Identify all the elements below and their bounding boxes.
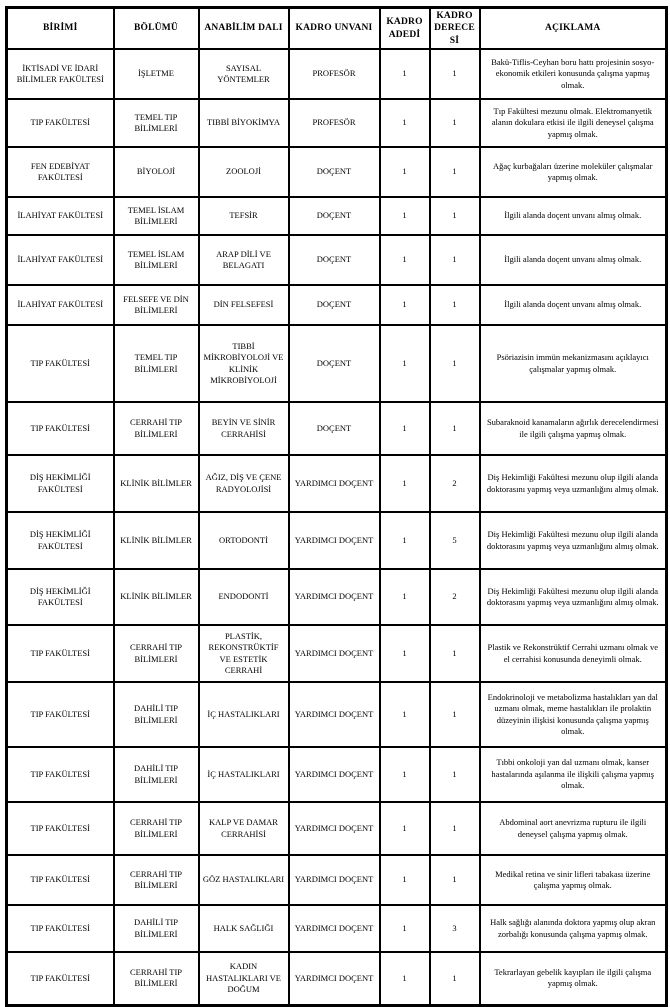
cell-derece: 1 [430,235,480,285]
cell-bolumu: DAHİLİ TIP BİLİMLERİ [114,747,199,802]
cell-anabilim: TIBBİ MİKROBİYOLOJİ VE KLİNİK MİKROBİYOLOJİ [199,325,289,402]
header-anabilim-dali: ANABİLİM DALI [199,8,289,50]
cell-derece: 1 [430,99,480,147]
cell-derece: 1 [430,855,480,905]
cell-derece: 3 [430,905,480,952]
cell-birimi: İLAHİYAT FAKÜLTESİ [7,285,114,325]
table-row [7,325,667,402]
header-birimi: BİRİMİ [7,8,114,50]
cell-bolumu: CERRAHİ TIP BİLİMLERİ [114,402,199,455]
cell-adet: 1 [380,625,430,682]
cell-aciklama: Endokrinoloji ve metabolizma hastalıkları yan dal uzmanı olmak, meme hastalıkları ile prolaktin düzeyinin ilişkisi konusunda çalışma yapmış olmak. [480,682,667,747]
cell-anabilim: HALK SAĞLIĞI [199,905,289,952]
cell-anabilim: İÇ HASTALIKLARI [199,682,289,747]
cell-adet: 1 [380,569,430,625]
cell-unvan: YARDIMCI DOÇENT [289,855,380,905]
cell-anabilim: TIBBİ BİYOKİMYA [199,99,289,147]
cell-adet: 1 [380,235,430,285]
cell-birimi: TIP FAKÜLTESİ [7,855,114,905]
cell-bolumu: KLİNİK BİLİMLER [114,455,199,512]
cell-birimi: TIP FAKÜLTESİ [7,625,114,682]
cell-adet: 1 [380,402,430,455]
cell-aciklama: İlgili alanda doçent unvanı almış olmak. [480,197,667,235]
cell-anabilim: ZOOLOJİ [199,147,289,197]
table-row [7,569,667,625]
cell-derece: 1 [430,625,480,682]
cell-anabilim: AĞIZ, DİŞ VE ÇENE RADYOLOJİSİ [199,455,289,512]
cell-bolumu: FELSEFE VE DİN BİLİMLERİ [114,285,199,325]
cell-aciklama: Psöriazisin immün mekanizmasını açıklayıcı çalışmalar yapmış olmak. [480,325,667,402]
table-row [7,99,667,147]
cell-bolumu: DAHİLİ TIP BİLİMLERİ [114,682,199,747]
table-row [7,49,667,99]
cell-derece: 1 [430,49,480,99]
cell-adet: 1 [380,855,430,905]
cell-derece: 1 [430,285,480,325]
cell-bolumu: TEMEL TIP BİLİMLERİ [114,99,199,147]
cell-birimi: TIP FAKÜLTESİ [7,905,114,952]
cell-adet: 1 [380,147,430,197]
cell-unvan: YARDIMCI DOÇENT [289,802,380,855]
cell-anabilim: ORTODONTİ [199,512,289,569]
cell-derece: 1 [430,325,480,402]
cell-anabilim: BEYİN VE SİNİR CERRAHİSİ [199,402,289,455]
cell-bolumu: KLİNİK BİLİMLER [114,569,199,625]
cell-derece: 1 [430,147,480,197]
cell-bolumu: CERRAHİ TIP BİLİMLERİ [114,952,199,1005]
cell-adet: 1 [380,99,430,147]
cell-unvan: YARDIMCI DOÇENT [289,682,380,747]
cell-aciklama: Diş Hekimliği Fakültesi mezunu olup ilgili alanda doktorasını yapmış veya uzmanlığını almış olmak. [480,512,667,569]
cell-unvan: DOÇENT [289,325,380,402]
cell-adet: 1 [380,747,430,802]
cell-aciklama: Bakü-Tiflis-Ceyhan boru hattı projesinin sosyo-ekonomik etkileri konusunda çalışma yapmış olmak. [480,49,667,99]
cell-birimi: FEN EDEBİYAT FAKÜLTESİ [7,147,114,197]
header-kadro-derecesi: KADRO DERECESİ [430,8,480,50]
table-row [7,455,667,512]
cell-unvan: YARDIMCI DOÇENT [289,905,380,952]
table-row [7,197,667,235]
cell-derece: 2 [430,455,480,512]
cell-adet: 1 [380,802,430,855]
cell-aciklama: Plastik ve Rekonstrüktif Cerrahi uzmanı olmak ve el cerrahisi konusunda deneyimli olmak. [480,625,667,682]
cell-aciklama: İlgili alanda doçent unvanı almış olmak. [480,235,667,285]
cell-unvan: YARDIMCI DOÇENT [289,569,380,625]
cell-anabilim: ARAP DİLİ VE BELAGATI [199,235,289,285]
table-row [7,625,667,682]
cell-bolumu: CERRAHİ TIP BİLİMLERİ [114,855,199,905]
cell-derece: 1 [430,952,480,1005]
cell-unvan: DOÇENT [289,285,380,325]
cell-bolumu: CERRAHİ TIP BİLİMLERİ [114,625,199,682]
table-row [7,285,667,325]
cell-anabilim: DİN FELSEFESİ [199,285,289,325]
cell-unvan: DOÇENT [289,235,380,285]
cell-adet: 1 [380,952,430,1005]
cell-unvan: PROFESÖR [289,49,380,99]
cell-bolumu: BİYOLOJİ [114,147,199,197]
cell-birimi: İKTİSADİ VE İDARİ BİLİMLER FAKÜLTESİ [7,49,114,99]
cell-birimi: TIP FAKÜLTESİ [7,325,114,402]
cell-adet: 1 [380,49,430,99]
cell-bolumu: TEMEL İSLAM BİLİMLERİ [114,235,199,285]
cell-birimi: İLAHİYAT FAKÜLTESİ [7,235,114,285]
cell-anabilim: KADIN HASTALIKLARI VE DOĞUM [199,952,289,1005]
cell-aciklama: Tekrarlayan gebelik kayıpları ile ilgili çalışma yapmış olmak. [480,952,667,1005]
header-bolumu: BÖLÜMÜ [114,8,199,50]
table-row [7,147,667,197]
cell-adet: 1 [380,682,430,747]
cell-anabilim: TEFSİR [199,197,289,235]
cell-anabilim: SAYISAL YÖNTEMLER [199,49,289,99]
cell-unvan: DOÇENT [289,402,380,455]
cell-bolumu: TEMEL TIP BİLİMLERİ [114,325,199,402]
table-row [7,747,667,802]
cell-unvan: YARDIMCI DOÇENT [289,512,380,569]
table-row [7,855,667,905]
cell-unvan: YARDIMCI DOÇENT [289,625,380,682]
cell-derece: 1 [430,802,480,855]
cell-derece: 5 [430,512,480,569]
cell-derece: 1 [430,197,480,235]
header-aciklama: AÇIKLAMA [480,8,667,50]
cell-unvan: YARDIMCI DOÇENT [289,747,380,802]
cell-anabilim: ENDODONTİ [199,569,289,625]
cell-anabilim: İÇ HASTALIKLARI [199,747,289,802]
cell-birimi: DİŞ HEKİMLİĞİ FAKÜLTESİ [7,512,114,569]
cell-birimi: TIP FAKÜLTESİ [7,802,114,855]
cell-birimi: TIP FAKÜLTESİ [7,99,114,147]
cell-birimi: DİŞ HEKİMLİĞİ FAKÜLTESİ [7,455,114,512]
cell-derece: 1 [430,747,480,802]
table-row [7,952,667,1005]
cell-aciklama: Halk sağlığı alanında doktora yapmış olup akran zorbalığı konusunda çalışma yapmış olmak. [480,905,667,952]
cell-unvan: DOÇENT [289,197,380,235]
cell-aciklama: Diş Hekimliği Fakültesi mezunu olup ilgili alanda doktorasını yapmış veya uzmanlığını almış olmak. [480,455,667,512]
cell-bolumu: İŞLETME [114,49,199,99]
cell-bolumu: KLİNİK BİLİMLER [114,512,199,569]
cell-birimi: TIP FAKÜLTESİ [7,747,114,802]
table-header-row [7,8,667,50]
cell-aciklama: Diş Hekimliği Fakültesi mezunu olup ilgili alanda doktorasını yapmış veya uzmanlığını almış olmak. [480,569,667,625]
cell-adet: 1 [380,325,430,402]
cell-unvan: PROFESÖR [289,99,380,147]
cell-adet: 1 [380,905,430,952]
cell-aciklama: İlgili alanda doçent unvanı almış olmak. [480,285,667,325]
table-row [7,512,667,569]
cell-unvan: YARDIMCI DOÇENT [289,455,380,512]
cell-unvan: YARDIMCI DOÇENT [289,952,380,1005]
cell-birimi: İLAHİYAT FAKÜLTESİ [7,197,114,235]
cell-derece: 1 [430,682,480,747]
cell-aciklama: Tıp Fakültesi mezunu olmak. Elektromanyetik alanın dokulara etkisi ile ilgili deneysel çalışma yapmış olmak. [480,99,667,147]
cell-birimi: DİŞ HEKİMLİĞİ FAKÜLTESİ [7,569,114,625]
cell-aciklama: Subaraknoid kanamaların ağırlık derecelendirmesi ile ilgili çalışma yapmış olmak. [480,402,667,455]
cell-derece: 1 [430,402,480,455]
cell-anabilim: KALP VE DAMAR CERRAHİSİ [199,802,289,855]
table-row [7,905,667,952]
table-row [7,402,667,455]
cell-adet: 1 [380,285,430,325]
cell-birimi: TIP FAKÜLTESİ [7,402,114,455]
cell-anabilim: GÖZ HASTALIKLARI [199,855,289,905]
cell-adet: 1 [380,197,430,235]
cell-aciklama: Medikal retina ve sinir lifleri tabakası üzerine çalışma yapmış olmak. [480,855,667,905]
cell-birimi: TIP FAKÜLTESİ [7,682,114,747]
table-row [7,802,667,855]
header-kadro-adedi: KADRO ADEDİ [380,8,430,50]
table-row [7,235,667,285]
cell-anabilim: PLASTİK, REKONSTRÜKTİF VE ESTETİK CERRAHİ [199,625,289,682]
cell-unvan: DOÇENT [289,147,380,197]
cell-derece: 2 [430,569,480,625]
cell-adet: 1 [380,512,430,569]
header-kadro-unvani: KADRO UNVANI [289,8,380,50]
academic-positions-table [5,6,668,1007]
cell-bolumu: CERRAHİ TIP BİLİMLERİ [114,802,199,855]
cell-adet: 1 [380,455,430,512]
cell-birimi: TIP FAKÜLTESİ [7,952,114,1005]
cell-aciklama: Ağaç kurbağaları üzerine moleküler çalışmalar yapmış olmak. [480,147,667,197]
cell-aciklama: Tıbbi onkoloji yan dal uzmanı olmak, kanser hastalarında aşılanma ile ilişkili çalışma yapmış olmak. [480,747,667,802]
cell-aciklama: Abdominal aort anevrizma rupturu ile ilgili deneysel çalışma yapmış olmak. [480,802,667,855]
cell-bolumu: DAHİLİ TIP BİLİMLERİ [114,905,199,952]
cell-bolumu: TEMEL İSLAM BİLİMLERİ [114,197,199,235]
table-row [7,682,667,747]
